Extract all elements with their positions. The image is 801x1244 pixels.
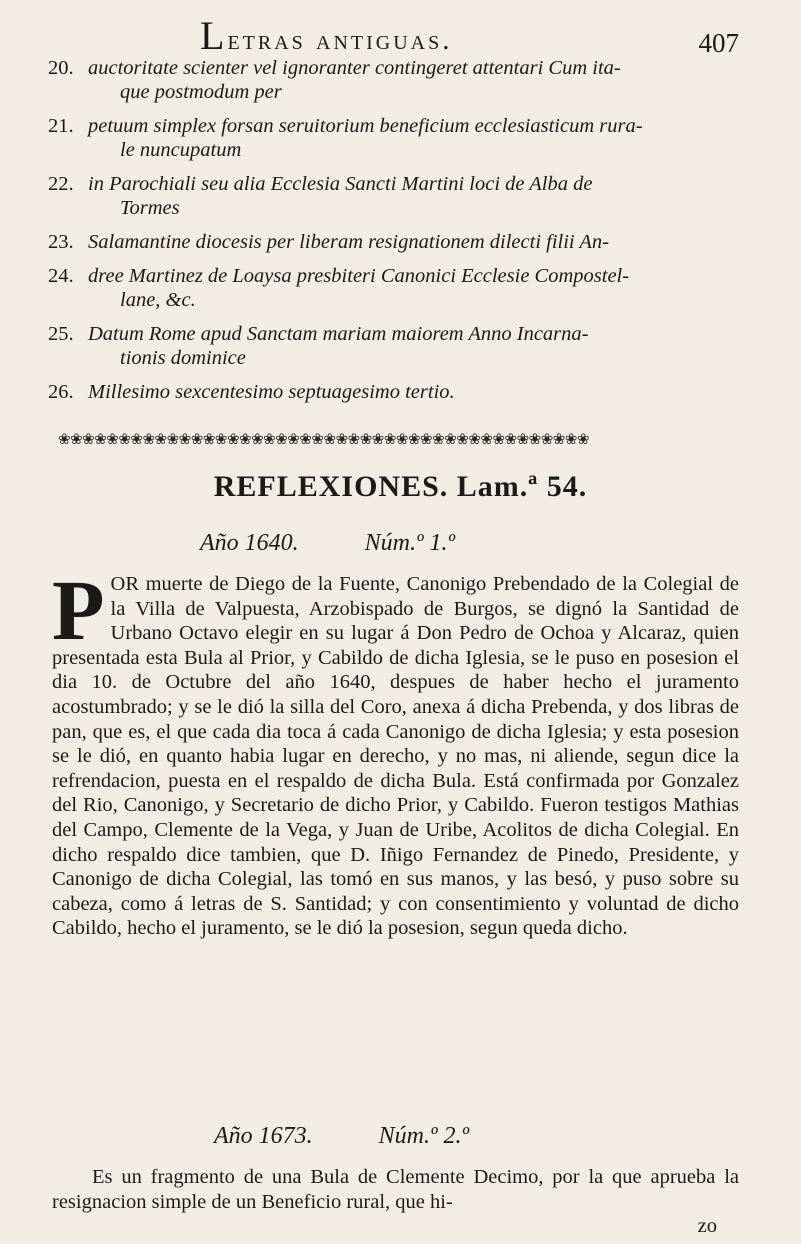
page-number: 407 <box>698 28 739 58</box>
entry1-meta <box>200 530 515 557</box>
catchword: zo <box>697 1215 717 1238</box>
ornament-divider: ❀❀❀❀❀❀❀❀❀❀❀❀❀❀❀❀❀❀❀❀❀❀❀❀❀❀❀❀❀❀❀❀❀❀❀❀❀❀❀❀❀❀❀❀ <box>58 432 590 448</box>
entry1-year: Año 1640. <box>200 530 299 556</box>
entry1-number: Núm.º 1.º <box>364 530 455 556</box>
entry2-paragraph <box>52 1165 739 1239</box>
entry1-text: OR muerte de Diego de la Fuente, Canonigo Prebendado de la Colegial de la Villa de Valpuesta, Arzobispado de Burgos, se dignó la Santidad de Urbano Octavo elegir en su lugar á Don Pedro de Ochoa y Alcaraz, quien presentada esta Bula al Prior, y Cabildo de dicha Iglesia, se le puso en posesion el dia 10. de Octubre del año 1640, despues de haber hecho el juramento acostumbrado; y se le dió la silla del Coro, anexa á dicha Prebenda, y dos libras de pan, que es, el que cada dia toca á cada Canonigo de dicha Iglesia; y esta posesion se le dió, en quanto habia lugar en derecho, y no mas, ni aliende, segun dice la refrendacion, puesta en el respaldo de dicha Bula. Está confirmada por Gonzalez del Rio, Canonigo, y Secretario de dicho Prior, y Cabildo. Fueron testigos Mathias del Campo, Clemente de la Vega, y Juan de Uribe, Acolitos de dicha Colegial. En dicho respaldo dice tambien, que D. Iñigo Fernandez de Pinedo, Presidente, y Canonigo de dicha Colegial, las tomó en sus manos, y las besó, y puso sobre su cabeza, como á letras de S. Santidad; y con consentimiento y voluntad de dicho Cabildo, hecho el juramento, se le dió la posesion, segun queda dicho. <box>52 573 739 940</box>
line-22: 22. in Parochiali seu alia Ecclesia Sancti Martini loci de Alba de Tormes <box>48 173 593 219</box>
entry1-paragraph <box>52 562 739 941</box>
running-title-rest: etras antiguas. <box>227 24 453 56</box>
line-24: 24. dree Martinez de Loaysa presbiteri Canonici Ecclesie Compostel- lane, &c. <box>48 265 630 311</box>
line-25: 25. Datum Rome apud Sanctam mariam maiorem Anno Incarna- tionis dominice <box>48 323 589 369</box>
section-heading: REFLEXIONES. Lam.ª 54. <box>213 470 588 503</box>
running-title <box>200 12 453 59</box>
entry2-year: Año 1673. <box>214 1123 313 1149</box>
drop-cap: P <box>52 562 105 658</box>
line-21: 21. petuum simplex forsan seruitorium beneficium ecclesiasticum rura- le nuncupatum <box>48 115 643 161</box>
entry2-number: Núm.º 2.º <box>378 1123 469 1149</box>
running-head <box>200 6 739 58</box>
line-23: 23. Salamantine diocesis per liberam resignationem dilecti filii An- <box>48 231 609 253</box>
running-title-initial: L <box>200 13 228 58</box>
line-26: 26. Millesimo sexcentesimo septuagesimo tertio. <box>48 381 455 403</box>
transcribed-lines <box>48 56 743 414</box>
entry2-text: Es un fragmento de una Bula de Clemente Decimo, por la que aprueba la resignacion simple de un Beneficio rural, que hi- <box>52 1166 739 1213</box>
line-20: 20. auctoritate scienter vel ignoranter contingeret attentari Cum ita- que postmodum per <box>48 57 621 103</box>
entry2-meta <box>214 1123 529 1150</box>
